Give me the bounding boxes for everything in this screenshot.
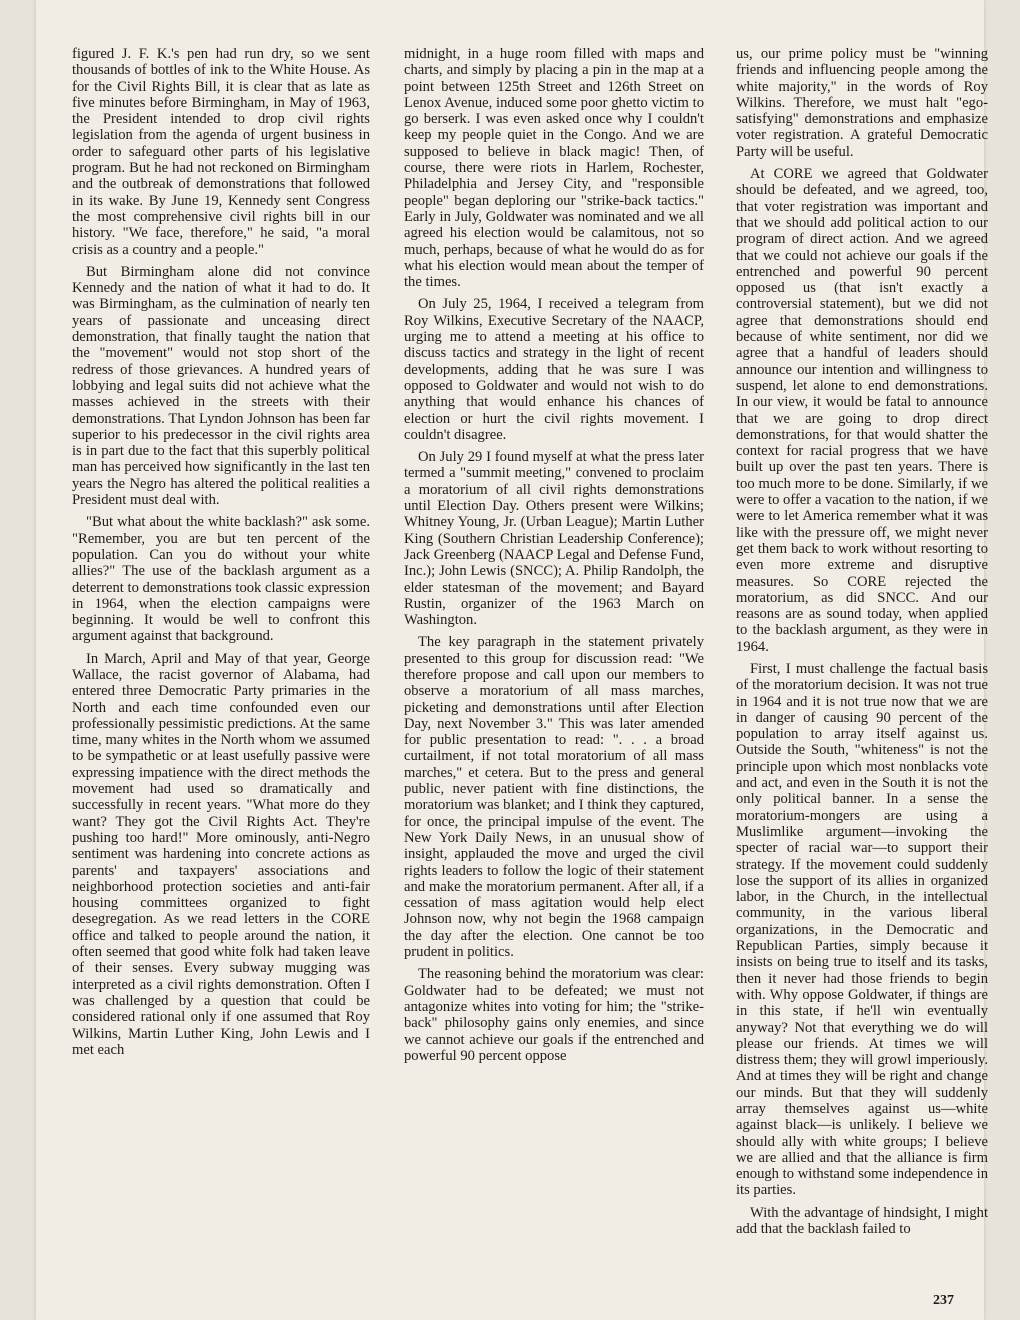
paragraph: "But what about the white backlash?" ask some. "Remember, you are but ten percent of the population. Can you do without your white allies?" The use of the backlash argument as a deterrent to demonstrations took classic expression in 1964, when the election campaigns were beginning. It would be well to confront this argument against that background. <box>72 514 370 645</box>
paragraph: First, I must challenge the factual basis of the moratorium decision. It was not true in 1964 and it is not true now that we are in danger of causing 90 percent of the population to array itself against us. Outside the South, "whiteness" is not the principle upon which most nonblacks vote and act, and even in the South it is not the only political banner. In a sense the moratorium-mongers are using a Muslimlike argument—invoking the specter of racial war—to support their strategy. If the movement could suddenly lose the support of its allies in organized labor, in the Church, in the intellectual community, in the various liberal organizations, in the Democratic and Republican Parties, simply because it insists on being true to itself and its tasks, then it never had those friends to begin with. Why oppose Goldwater, if things are in this state, if he'll win eventually anyway? Not that everything we do will please our friends. At times we will distress them; they will growl imperiously. And at times they will be right and change our minds. But that they will suddenly array themselves against us—white against black—is unlikely. I believe we should ally with white groups; I believe we are allied and that the alliance is firm enough to withstand some independence in its parties. <box>736 660 988 1199</box>
text-column-left <box>72 46 370 1064</box>
page-number: 237 <box>933 1293 954 1308</box>
paragraph: But Birmingham alone did not convince Kennedy and the nation of what it had to do. It was Birmingham, as the culmination of nearly ten years of passionate and unceasing direct demonstration, that finally taught the nation that the "movement" would not stop short of the redress of those grievances. A hundred years of lobbying and legal suits did not achieve what the masses achieved in the streets with their demonstrations. That Lyndon Johnson has been far superior to his predecessor in the civil rights area is in part due to the fact that this superbly political man has perceived how significantly in the last ten years the Negro has altered the political realities a President must deal with. <box>72 263 370 509</box>
paragraph: The reasoning behind the moratorium was clear: Goldwater had to be defeated; we must not antagonize whites into voting for him; the "strike-back" philosophy gains only enemies, and since we cannot achieve our goals if the entrenched and powerful 90 percent oppose <box>404 966 704 1064</box>
paragraph: On July 25, 1964, I received a telegram from Roy Wilkins, Executive Secretary of the NAACP, urging me to attend a meeting at his office to discuss tactics and strategy in the light of recent developments, adding that he was sure I was opposed to Goldwater and would not wish to do anything that would enhance his chances of election or hurt the civil rights movement. I couldn't disagree. <box>404 296 704 443</box>
paragraph: On July 29 I found myself at what the press later termed a "summit meeting," convened to proclaim a moratorium of all civil rights demonstrations until Election Day. Others present were Wilkins; Whitney Young, Jr. (Urban League); Martin Luther King (Southern Christian Leadership Conference); Jack Greenberg (NAACP Legal and Defense Fund, Inc.); John Lewis (SNCC); A. Philip Randolph, the elder statesman of the movement; and Bayard Rustin, organizer of the 1963 March on Washington. <box>404 449 704 629</box>
paragraph: At CORE we agreed that Goldwater should be defeated, and we agreed, too, that voter registration was important and that we should add political action to our program of direct action. And we agreed that we could not achieve our goals if the entrenched and powerful 90 percent opposed us (that isn't exactly a controversial statement), but we did not agree that demonstrations should end because of white sentiment, nor did we agree that a handful of leaders should announce our intention and willingness to suspend, let alone to end demonstrations. In our view, it would be fatal to announce that we are going to drop direct demonstrations, for that would shatter the context for racial progress that we have built up over the past ten years. There is too much more to be done. Similarly, if we were to offer a vacation to the nation, if we were to let America remember what it was like with the pressure off, we might never get them back to work without resorting to even more extreme and disruptive measures. So CORE rejected the moratorium, as did SNCC. And our reasons are as sound today, when applied to the backlash argument, as they were in 1964. <box>736 166 988 655</box>
paragraph: figured J. F. K.'s pen had run dry, so we sent thousands of bottles of ink to the White House. As for the Civil Rights Bill, it is clear that as late as five minutes before Birmingham, in May of 1963, the President intended to drop civil rights legislation from the agenda of urgent business in order to safeguard other parts of his legislative program. But he had not reckoned on Birmingham and the outbreak of demonstrations that followed in its wake. By June 19, Kennedy sent Congress the most comprehensive civil rights bill in our history. "We face, therefore," he said, "a moral crisis as a country and a people." <box>72 46 370 258</box>
magazine-page <box>36 0 988 1320</box>
paragraph: us, our prime policy must be "winning friends and influencing people among the white majority," in the words of Roy Wilkins. Therefore, we must halt "ego-satisfying" demonstrations and emphasize voter registration. A grateful Democratic Party will be useful. <box>736 46 988 160</box>
paragraph: With the advantage of hindsight, I might add that the backlash failed to <box>736 1204 988 1238</box>
paragraph: midnight, in a huge room filled with maps and charts, and simply by placing a pin in the map at a point between 125th Street and 126th Street on Lenox Avenue, induced some poor ghetto victim to go berserk. I was even asked once why I couldn't keep my people quiet in the Congo. And we are supposed to believe in black magic! Then, of course, there were riots in Harlem, Rochester, Philadelphia and Jersey City, and "responsible people" began deploring our "strike-back tactics." Early in July, Goldwater was nominated and we all agreed his election would be calamitous, not so much, perhaps, because of what he would do as for what his election would mean about the temper of the times. <box>404 46 704 291</box>
paragraph: The key paragraph in the statement privately presented to this group for discussion read: "We therefore propose and call upon our members to observe a moratorium of all mass marches, picketing and demonstrations until after Election Day, next November 3." This was later amended for public presentation to read: ". . . a broad curtailment, if not total moratorium of all mass marches," et cetera. But to the press and general public, never patient with fine distinctions, the moratorium was blanket; and I think they captured, for once, the principal impulse of the event. The New York Daily News, in an unusual show of insight, applauded the move and urged the civil rights leaders to follow the logic of their statement and make the moratorium permanent. After all, if a cessation of mass agitation would help elect Johnson now, why not begin the 1968 campaign the day after the election. One cannot be too prudent in politics. <box>404 634 704 961</box>
text-column-middle <box>404 46 704 1070</box>
text-column-right <box>736 46 988 1243</box>
paragraph: In March, April and May of that year, George Wallace, the racist governor of Alabama, had entered three Democratic Party primaries in the North and each time confounded even our professionally pessimistic predictions. At the same time, many whites in the North whom we assumed to be sympathetic or at least usefully passive were expressing impatience with the direct methods the movement had used so dramatically and successfully in recent years. "What more do they want? They got the Civil Rights Act. They're pushing too hard!" More ominously, anti-Negro sentiment was hardening into concrete actions as parents' and taxpayers' associations and neighborhood protection societies and anti-fair housing committees organized to fight desegregation. As we read letters in the CORE office and talked to people around the nation, it often seemed that good white folk had taken leave of their senses. Every subway mugging was interpreted as a civil rights demonstration. Often I was challenged by a question that could be considered rational only if one assumed that Roy Wilkins, Martin Luther King, John Lewis and I met each <box>72 650 370 1058</box>
